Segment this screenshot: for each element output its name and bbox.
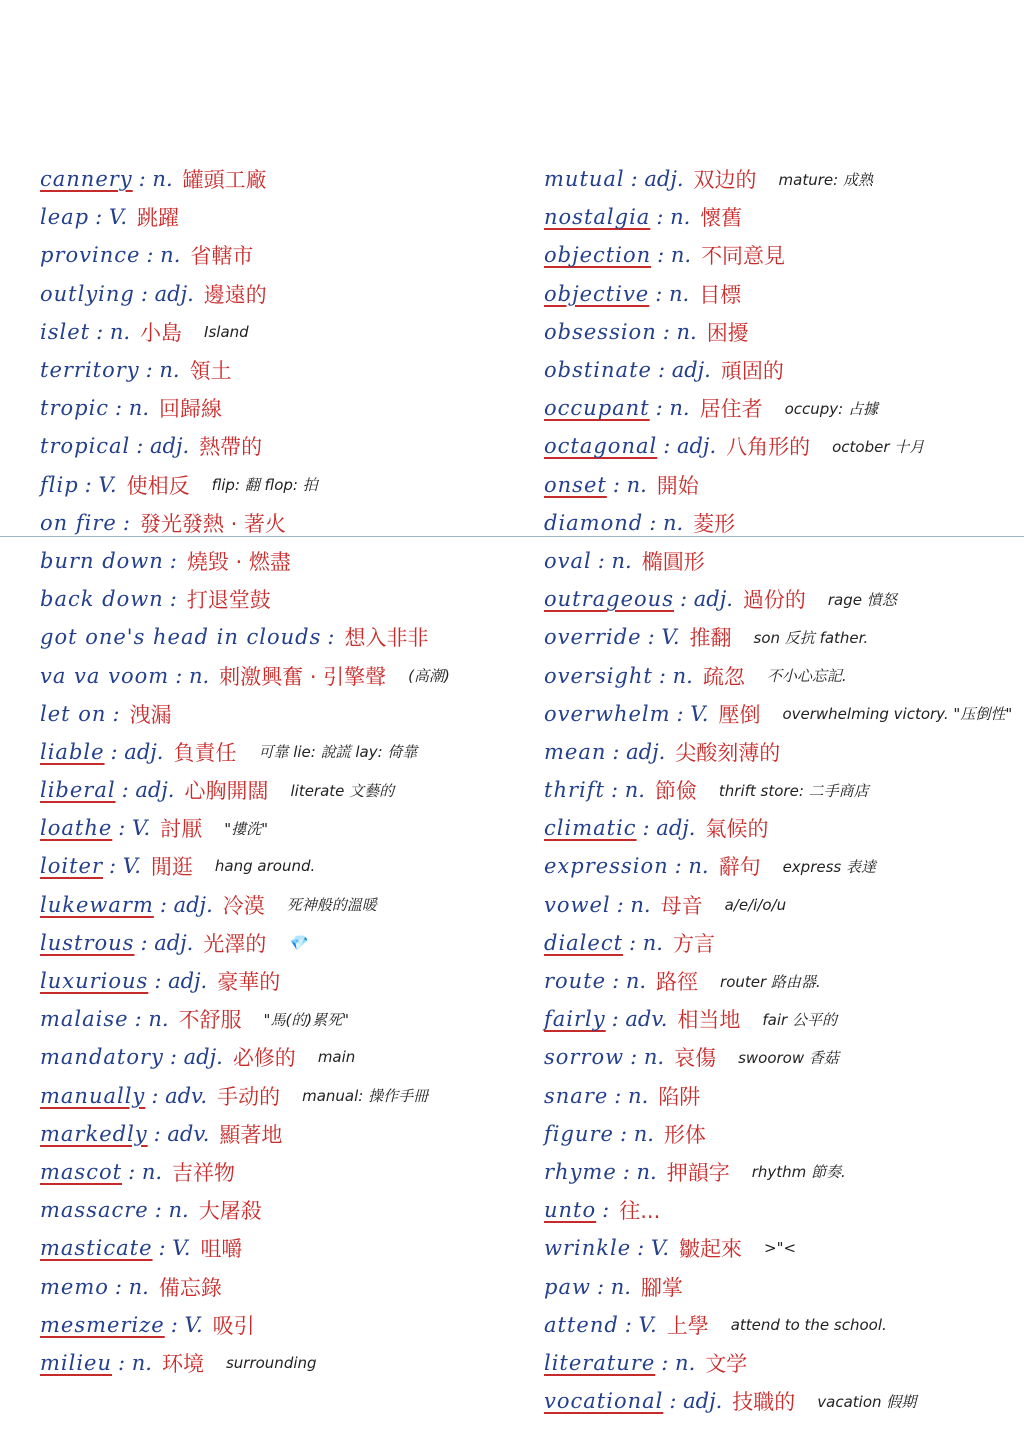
vocab-entry bbox=[544, 427, 1014, 465]
vocab-entry bbox=[544, 771, 1014, 809]
part-of-speech: : adj. bbox=[663, 434, 717, 459]
side-note: vacation 假期 bbox=[817, 1392, 917, 1411]
vocab-entry bbox=[40, 198, 540, 236]
chinese-meaning: 腳掌 bbox=[640, 1275, 683, 1300]
chinese-meaning: 不同意見 bbox=[701, 244, 786, 269]
vocab-word: tropic bbox=[40, 396, 110, 421]
side-note: fair 公平的 bbox=[762, 1010, 837, 1029]
part-of-speech: : bbox=[602, 1198, 610, 1223]
part-of-speech: : n. bbox=[630, 1045, 665, 1070]
vocab-word: leap bbox=[40, 205, 90, 230]
vocab-word: masticate bbox=[40, 1236, 153, 1261]
vocab-entry bbox=[40, 656, 540, 694]
vocab-entry bbox=[544, 236, 1014, 274]
vocab-word: va va voom bbox=[40, 663, 170, 688]
chinese-meaning: 方言 bbox=[672, 931, 715, 956]
vocab-entry bbox=[544, 198, 1014, 236]
part-of-speech: : bbox=[169, 587, 177, 612]
vocab-entry bbox=[544, 886, 1014, 924]
vocab-word: lustrous bbox=[40, 930, 135, 955]
vocab-entry bbox=[544, 1344, 1014, 1382]
part-of-speech: : n. bbox=[612, 472, 647, 497]
side-note: attend to the school. bbox=[730, 1315, 887, 1334]
vocab-word: on fire bbox=[40, 510, 117, 535]
chinese-meaning: 氣候的 bbox=[705, 817, 769, 842]
side-note: overwhelming victory. "压倒性" bbox=[782, 705, 1013, 724]
vocab-word: mascot bbox=[40, 1159, 123, 1184]
vocab-entry bbox=[40, 847, 540, 885]
vocab-word: rhyme bbox=[544, 1159, 617, 1184]
chinese-meaning: 冷漠 bbox=[222, 893, 265, 918]
part-of-speech: : n. bbox=[649, 510, 684, 535]
chinese-meaning: 省轄市 bbox=[190, 244, 254, 269]
chinese-meaning: 皺起來 bbox=[679, 1237, 743, 1262]
vocab-entry bbox=[40, 542, 540, 580]
part-of-speech: : n. bbox=[619, 1121, 654, 1146]
side-note: 死神般的溫暖 bbox=[286, 896, 377, 915]
part-of-speech: : adj. bbox=[136, 434, 190, 459]
chinese-meaning: 洩漏 bbox=[129, 702, 172, 727]
part-of-speech: : n. bbox=[656, 205, 691, 230]
part-of-speech: : n. bbox=[610, 778, 645, 803]
vocab-word: override bbox=[544, 625, 642, 650]
vocab-word: oversight bbox=[544, 663, 653, 688]
vocab-word: mutual bbox=[544, 167, 625, 192]
part-of-speech: : V. bbox=[637, 1236, 670, 1261]
chinese-meaning: 形体 bbox=[663, 1122, 706, 1147]
chinese-meaning: 手动的 bbox=[217, 1084, 281, 1109]
vocab-entry bbox=[40, 1267, 540, 1305]
vocab-word: manually bbox=[40, 1083, 146, 1108]
vocab-word: massacre bbox=[40, 1198, 149, 1223]
vocab-word: mean bbox=[544, 739, 607, 764]
part-of-speech: : n. bbox=[596, 1274, 631, 1299]
vocab-entry bbox=[40, 313, 540, 351]
part-of-speech: : n. bbox=[128, 1159, 163, 1184]
vocab-entry bbox=[544, 542, 1014, 580]
vocab-word: dialect bbox=[544, 930, 624, 955]
chinese-meaning: 菱形 bbox=[693, 511, 736, 536]
vocab-word: paw bbox=[544, 1274, 591, 1299]
chinese-meaning: 懷舊 bbox=[700, 206, 743, 231]
chinese-meaning: 不舒服 bbox=[178, 1008, 242, 1033]
part-of-speech: : n. bbox=[616, 892, 651, 917]
chinese-meaning: 技職的 bbox=[732, 1390, 796, 1415]
chinese-meaning: 上學 bbox=[666, 1313, 709, 1338]
part-of-speech: : adj. bbox=[140, 281, 194, 306]
vocab-word: figure bbox=[544, 1121, 614, 1146]
chinese-meaning: 節儉 bbox=[654, 779, 697, 804]
vocab-entry bbox=[40, 1000, 540, 1038]
part-of-speech: : V. bbox=[84, 472, 117, 497]
vocab-word: loiter bbox=[40, 854, 103, 879]
chinese-meaning: 小島 bbox=[140, 320, 183, 345]
chinese-meaning: 环境 bbox=[161, 1351, 204, 1376]
side-note: literate 文藝的 bbox=[290, 781, 395, 800]
chinese-meaning: 邊遠的 bbox=[203, 282, 267, 307]
part-of-speech: : n. bbox=[114, 1274, 149, 1299]
vocab-word: markedly bbox=[40, 1121, 148, 1146]
chinese-meaning: 領土 bbox=[189, 359, 232, 384]
right-column bbox=[544, 160, 1014, 1420]
vocab-word: islet bbox=[40, 319, 91, 344]
side-note: router 路由器. bbox=[720, 972, 821, 991]
chinese-meaning: 哀傷 bbox=[674, 1046, 717, 1071]
part-of-speech: : adj. bbox=[110, 739, 164, 764]
part-of-speech: : V. bbox=[676, 701, 709, 726]
part-of-speech: : n. bbox=[658, 663, 693, 688]
vocab-entry bbox=[544, 1077, 1014, 1115]
vocab-entry bbox=[40, 389, 540, 427]
vocab-word: malaise bbox=[40, 1007, 129, 1032]
part-of-speech: : n. bbox=[612, 969, 647, 994]
chinese-meaning: 疏忽 bbox=[702, 664, 745, 689]
part-of-speech: : adj. bbox=[630, 167, 684, 192]
side-note: (高潮) bbox=[408, 667, 450, 686]
side-note: october 十月 bbox=[832, 437, 925, 456]
chinese-meaning: 往... bbox=[619, 1199, 661, 1224]
vocab-entry bbox=[544, 389, 1014, 427]
vocab-entry bbox=[544, 160, 1014, 198]
vocab-word: mesmerize bbox=[40, 1312, 165, 1337]
part-of-speech: : V. bbox=[118, 816, 151, 841]
vocab-word: liable bbox=[40, 739, 105, 764]
side-note: "摟洗" bbox=[224, 819, 269, 838]
vocab-word: oval bbox=[544, 548, 592, 573]
vocab-word: octagonal bbox=[544, 434, 658, 459]
chinese-meaning: 壓倒 bbox=[718, 702, 761, 727]
vocab-word: attend bbox=[544, 1312, 619, 1337]
chinese-meaning: 双边的 bbox=[693, 168, 757, 193]
vocab-word: objective bbox=[544, 281, 650, 306]
part-of-speech: : adj. bbox=[159, 892, 213, 917]
vocab-entry bbox=[544, 733, 1014, 771]
vocab-word: outrageous bbox=[544, 587, 674, 612]
vocab-entry bbox=[40, 809, 540, 847]
chinese-meaning: 文学 bbox=[705, 1351, 748, 1376]
part-of-speech: : n. bbox=[655, 396, 690, 421]
part-of-speech: : n. bbox=[138, 167, 173, 192]
vocab-entry bbox=[544, 809, 1014, 847]
part-of-speech: : adj. bbox=[679, 587, 733, 612]
chinese-meaning: 開始 bbox=[656, 473, 699, 498]
side-note: >"< bbox=[764, 1239, 797, 1258]
chinese-meaning: 八角形的 bbox=[726, 435, 811, 460]
side-note: occupy: 占據 bbox=[784, 399, 878, 418]
side-note: Island bbox=[204, 322, 249, 341]
vocab-word: tropical bbox=[40, 434, 131, 459]
vocab-entry bbox=[544, 275, 1014, 313]
part-of-speech: : adv. bbox=[151, 1083, 208, 1108]
side-note: a/e/i/o/u bbox=[724, 895, 787, 914]
vocab-word: objection bbox=[544, 243, 652, 268]
vocab-entry bbox=[40, 962, 540, 1000]
part-of-speech: : V. bbox=[170, 1312, 203, 1337]
vocab-word: climatic bbox=[544, 816, 637, 841]
chinese-meaning: 目標 bbox=[699, 282, 742, 307]
part-of-speech: : n. bbox=[118, 1350, 152, 1375]
vocab-word: onset bbox=[544, 472, 607, 497]
chinese-meaning: 顯著地 bbox=[219, 1122, 283, 1147]
vocab-word: let on bbox=[40, 701, 107, 726]
side-note: 💎 bbox=[288, 933, 308, 952]
part-of-speech: : bbox=[112, 701, 120, 726]
chinese-meaning: 路徑 bbox=[656, 970, 699, 995]
part-of-speech: : V. bbox=[647, 625, 680, 650]
part-of-speech: : n. bbox=[614, 1083, 649, 1108]
part-of-speech: : V. bbox=[108, 854, 141, 879]
vocab-entry bbox=[40, 1344, 540, 1382]
vocab-entry bbox=[544, 924, 1014, 962]
chinese-meaning: 發光發熱 · 著火 bbox=[139, 511, 286, 536]
part-of-speech: : adj. bbox=[612, 739, 666, 764]
chinese-meaning: 咀嚼 bbox=[200, 1237, 243, 1262]
vocab-entry bbox=[544, 1306, 1014, 1344]
vocab-word: obsession bbox=[544, 319, 657, 344]
vocab-word: vocational bbox=[544, 1389, 664, 1414]
side-note: mature: 成熟 bbox=[778, 170, 873, 189]
vocab-entry bbox=[544, 962, 1014, 1000]
vocab-word: milieu bbox=[40, 1350, 113, 1375]
part-of-speech: : bbox=[122, 510, 130, 535]
part-of-speech: : n. bbox=[629, 930, 663, 955]
vocab-entry bbox=[544, 1229, 1014, 1267]
side-note: rage 憤怒 bbox=[827, 590, 897, 609]
vocab-entry bbox=[40, 580, 540, 618]
vocab-entry bbox=[40, 466, 540, 504]
vocab-word: loathe bbox=[40, 816, 113, 841]
vocab-entry bbox=[40, 236, 540, 274]
chinese-meaning: 燒毀 · 燃盡 bbox=[186, 549, 291, 574]
vocab-entry bbox=[40, 504, 540, 542]
part-of-speech: : V. bbox=[158, 1236, 191, 1261]
part-of-speech: : n. bbox=[145, 358, 180, 383]
part-of-speech: : n. bbox=[175, 663, 210, 688]
vocab-entry bbox=[544, 313, 1014, 351]
part-of-speech: : n. bbox=[115, 396, 149, 421]
part-of-speech: : n. bbox=[154, 1198, 189, 1223]
chinese-meaning: 押韻字 bbox=[666, 1160, 730, 1185]
chinese-meaning: 光澤的 bbox=[203, 931, 267, 956]
part-of-speech: : adj. bbox=[669, 1389, 723, 1414]
vocab-entry bbox=[544, 656, 1014, 694]
vocab-entry bbox=[544, 1153, 1014, 1191]
part-of-speech: : bbox=[327, 625, 335, 650]
part-of-speech: : n. bbox=[674, 854, 709, 879]
vocab-word: route bbox=[544, 969, 607, 994]
vocab-word: province bbox=[40, 243, 141, 268]
vocab-entry bbox=[40, 1306, 540, 1344]
part-of-speech: : n. bbox=[146, 243, 181, 268]
side-note: 不小心忘記. bbox=[766, 667, 847, 686]
chinese-meaning: 吸引 bbox=[212, 1313, 255, 1338]
vocab-entry bbox=[544, 695, 1014, 733]
part-of-speech: : n. bbox=[655, 281, 690, 306]
chinese-meaning: 刺激興奮 · 引擎聲 bbox=[219, 664, 387, 689]
part-of-speech: : adj. bbox=[642, 816, 696, 841]
side-note: rhythm 節奏. bbox=[751, 1163, 846, 1182]
vocab-entry bbox=[544, 618, 1014, 656]
vocab-word: thrift bbox=[544, 778, 605, 803]
vocab-word: luxurious bbox=[40, 969, 149, 994]
vocab-entry bbox=[40, 1077, 540, 1115]
vocab-word: sorrow bbox=[544, 1045, 625, 1070]
chinese-meaning: 相当地 bbox=[677, 1008, 741, 1033]
side-note: manual: 操作手冊 bbox=[302, 1087, 429, 1106]
vocab-entry bbox=[40, 771, 540, 809]
part-of-speech: : adj. bbox=[169, 1045, 223, 1070]
chinese-meaning: 過份的 bbox=[742, 588, 806, 613]
chinese-meaning: 豪華的 bbox=[217, 970, 281, 995]
side-note: surrounding bbox=[225, 1353, 317, 1372]
vocab-entry bbox=[544, 1038, 1014, 1076]
side-note: "馬(的)累死" bbox=[263, 1010, 350, 1029]
vocab-entry bbox=[40, 1038, 540, 1076]
vocab-entry bbox=[40, 1115, 540, 1153]
part-of-speech: : n. bbox=[662, 319, 697, 344]
chinese-meaning: 討厭 bbox=[160, 817, 203, 842]
part-of-speech: : adj. bbox=[121, 778, 175, 803]
part-of-speech: : n. bbox=[134, 1007, 169, 1032]
part-of-speech: : n. bbox=[657, 243, 692, 268]
vocab-word: flip bbox=[40, 472, 79, 497]
part-of-speech: : adj. bbox=[657, 358, 711, 383]
vocab-word: memo bbox=[40, 1274, 109, 1299]
vocab-word: fairly bbox=[544, 1007, 606, 1032]
chinese-meaning: 頑固的 bbox=[720, 359, 784, 384]
vocab-entry bbox=[544, 1267, 1014, 1305]
chinese-meaning: 橢圓形 bbox=[641, 549, 705, 574]
chinese-meaning: 心胸開闊 bbox=[184, 779, 269, 804]
side-note: flip: 翻 flop: 拍 bbox=[211, 476, 318, 495]
vocab-word: literature bbox=[544, 1350, 656, 1375]
vocab-word: got one's head in clouds bbox=[40, 625, 322, 650]
vocab-word: occupant bbox=[544, 396, 650, 421]
vocab-word: diamond bbox=[544, 510, 644, 535]
vocab-entry bbox=[544, 504, 1014, 542]
chinese-meaning: 大屠殺 bbox=[198, 1199, 262, 1224]
part-of-speech: : V. bbox=[624, 1312, 657, 1337]
chinese-meaning: 使相反 bbox=[126, 473, 190, 498]
chinese-meaning: 居住者 bbox=[699, 397, 763, 422]
part-of-speech: : adv. bbox=[153, 1121, 210, 1146]
vocab-entry bbox=[544, 466, 1014, 504]
vocab-entry bbox=[544, 351, 1014, 389]
chinese-meaning: 罐頭工廠 bbox=[182, 168, 267, 193]
chinese-meaning: 打退堂鼓 bbox=[186, 588, 271, 613]
chinese-meaning: 跳躍 bbox=[137, 206, 180, 231]
vocab-word: back down bbox=[40, 587, 164, 612]
vocab-entry bbox=[40, 1229, 540, 1267]
part-of-speech: : adj. bbox=[154, 969, 208, 994]
vocab-word: burn down bbox=[40, 548, 164, 573]
vocab-entry bbox=[40, 733, 540, 771]
side-note: main bbox=[317, 1048, 356, 1067]
vocab-entry bbox=[40, 618, 540, 656]
chinese-meaning: 尖酸刻薄的 bbox=[675, 740, 781, 765]
part-of-speech: : bbox=[169, 548, 177, 573]
vocab-entry bbox=[40, 427, 540, 465]
vocab-word: unto bbox=[544, 1198, 597, 1223]
vocab-word: wrinkle bbox=[544, 1236, 632, 1261]
vocab-word: cannery bbox=[40, 167, 133, 192]
vocab-word: vowel bbox=[544, 892, 611, 917]
chinese-meaning: 備忘錄 bbox=[158, 1275, 222, 1300]
vocab-word: lukewarm bbox=[40, 892, 154, 917]
part-of-speech: : n. bbox=[661, 1350, 696, 1375]
side-note: thrift store: 二手商店 bbox=[718, 781, 869, 800]
chinese-meaning: 辭句 bbox=[718, 855, 761, 880]
chinese-meaning: 回歸線 bbox=[159, 397, 222, 422]
vocab-entry bbox=[40, 351, 540, 389]
part-of-speech: : n. bbox=[96, 319, 131, 344]
vocab-entry bbox=[544, 1191, 1014, 1229]
vocab-word: nostalgia bbox=[544, 205, 651, 230]
chinese-meaning: 困擾 bbox=[706, 320, 749, 345]
side-note: hang around. bbox=[214, 857, 316, 876]
vocab-entry bbox=[40, 695, 540, 733]
vocab-entry bbox=[544, 580, 1014, 618]
vocab-entry bbox=[40, 886, 540, 924]
vocab-entry bbox=[40, 275, 540, 313]
part-of-speech: : adv. bbox=[611, 1007, 668, 1032]
side-note: swoorow 香菇 bbox=[738, 1048, 839, 1067]
part-of-speech: : n. bbox=[622, 1159, 657, 1184]
chinese-meaning: 熱帶的 bbox=[199, 435, 263, 460]
chinese-meaning: 必修的 bbox=[232, 1046, 296, 1071]
chinese-meaning: 母音 bbox=[660, 893, 703, 918]
chinese-meaning: 閒逛 bbox=[150, 855, 193, 880]
vocab-word: outlying bbox=[40, 281, 135, 306]
chinese-meaning: 陷阱 bbox=[658, 1084, 701, 1109]
vocab-entry bbox=[544, 1382, 1014, 1420]
chinese-meaning: 負責任 bbox=[173, 740, 237, 765]
part-of-speech: : n. bbox=[597, 548, 632, 573]
part-of-speech: : V. bbox=[95, 205, 128, 230]
vocab-entry bbox=[40, 924, 540, 962]
vocab-entry bbox=[40, 160, 540, 198]
vocab-entry bbox=[544, 847, 1014, 885]
vocab-entry bbox=[544, 1000, 1014, 1038]
chinese-meaning: 吉祥物 bbox=[172, 1160, 236, 1185]
vocab-entry bbox=[544, 1115, 1014, 1153]
left-column bbox=[40, 160, 540, 1382]
vocab-word: overwhelm bbox=[544, 701, 671, 726]
vocab-word: mandatory bbox=[40, 1045, 164, 1070]
side-note: express 表達 bbox=[782, 857, 876, 876]
vocab-word: liberal bbox=[40, 778, 116, 803]
chinese-meaning: 想入非非 bbox=[344, 626, 429, 651]
chinese-meaning: 推翻 bbox=[689, 626, 732, 651]
side-note: 可靠 lie: 說謊 lay: 倚靠 bbox=[258, 743, 418, 762]
vocab-word: expression bbox=[544, 854, 669, 879]
vocab-word: snare bbox=[544, 1083, 609, 1108]
vocab-word: territory bbox=[40, 358, 140, 383]
vocab-word: obstinate bbox=[544, 358, 652, 383]
part-of-speech: : adj. bbox=[140, 930, 194, 955]
side-note: son 反抗 father. bbox=[753, 628, 869, 647]
vocab-entry bbox=[40, 1153, 540, 1191]
vocab-entry bbox=[40, 1191, 540, 1229]
